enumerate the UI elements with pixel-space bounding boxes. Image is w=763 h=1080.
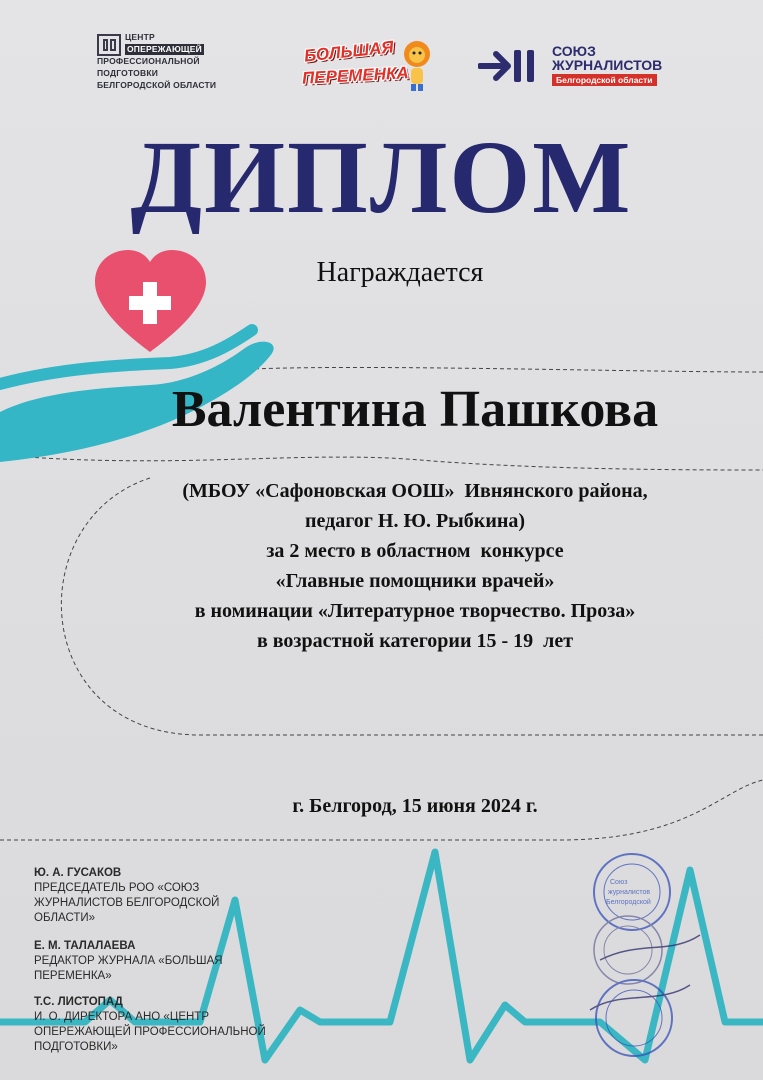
center-logo xyxy=(97,32,247,96)
center-logo-line: ПОДГОТОВКИ xyxy=(97,68,159,78)
svg-text:журналистов: журналистов xyxy=(608,889,651,896)
award-details-line: педагог Н. Ю. Рыбкина) xyxy=(304,510,526,532)
award-details xyxy=(0,476,763,656)
bolshaya-logo-line2: ПЕРЕМЕНКА xyxy=(301,63,410,88)
signatory xyxy=(34,866,274,926)
signatory-name: Ю. А. ГУСАКОВ xyxy=(34,867,122,879)
signatory-position: ПРЕДСЕДАТЕЛЬ РОО «СОЮЗ ЖУРНАЛИСТОВ БЕЛГОРОДСКОЙ ОБЛАСТИ» xyxy=(34,882,220,924)
center-logo-line: БЕЛГОРОДСКОЙ ОБЛАСТИ xyxy=(97,80,217,90)
lion-mascot-icon xyxy=(402,40,432,92)
place-date: г. Белгород, 15 июня 2024 г. xyxy=(292,795,538,817)
award-details-line: за 2 место в областном конкурсе xyxy=(266,540,564,562)
union-logo-line1: СОЮЗ xyxy=(552,43,596,59)
center-logo-line: ЦЕНТР xyxy=(125,32,155,42)
center-logo-line: ПРОФЕССИОНАЛЬНОЙ xyxy=(97,56,200,66)
dashed-line-top xyxy=(0,455,763,470)
svg-text:Белгородской: Белгородской xyxy=(606,899,651,906)
award-details-line: «Главные помощники врачей» xyxy=(275,570,555,592)
bolshaya-peremenka-logo xyxy=(300,37,432,96)
dashed-line-upper xyxy=(200,367,763,375)
signatory xyxy=(34,939,249,984)
award-details-line: в возрастной категории 15 - 19 лет xyxy=(256,630,574,652)
journalists-union-logo xyxy=(478,44,678,88)
signatory-name: Т.С. ЛИСТОПАД xyxy=(34,996,123,1008)
bolshaya-logo-line1: БОЛЬШАЯ xyxy=(303,37,395,66)
svg-text:Союз: Союз xyxy=(610,879,628,886)
center-logo-mark-icon xyxy=(97,34,121,56)
signatory-position: И. О. ДИРЕКТОРА АНО «ЦЕНТР ОПЕРЕЖАЮЩЕЙ ПРОФЕССИОНАЛЬНОЙ ПОДГОТОВКИ» xyxy=(34,1011,266,1053)
signatory-name: Е. М. ТАЛАЛАЕВА xyxy=(34,940,136,952)
center-logo-line: ОПЕРЕЖАЮЩЕЙ xyxy=(127,44,202,54)
recipient-name: Валентина Пашкова xyxy=(171,381,659,438)
union-logo-region: Белгородской области xyxy=(552,74,657,86)
signatory-position: РЕДАКТОР ЖУРНАЛА «БОЛЬШАЯ ПЕРЕМЕНКА» xyxy=(34,955,223,982)
award-details-line: в номинации «Литературное творчество. Проза» xyxy=(194,600,636,622)
diploma-title: ДИПЛОМ xyxy=(130,120,633,235)
awarded-label: Награждается xyxy=(316,257,484,288)
award-details-line: (МБОУ «Сафоновская ООШ» Ивнянского района, xyxy=(182,480,648,502)
union-logo-line2: ЖУРНАЛИСТОВ xyxy=(552,57,663,73)
signatory xyxy=(34,995,299,1055)
union-arrow-icon xyxy=(478,46,540,86)
